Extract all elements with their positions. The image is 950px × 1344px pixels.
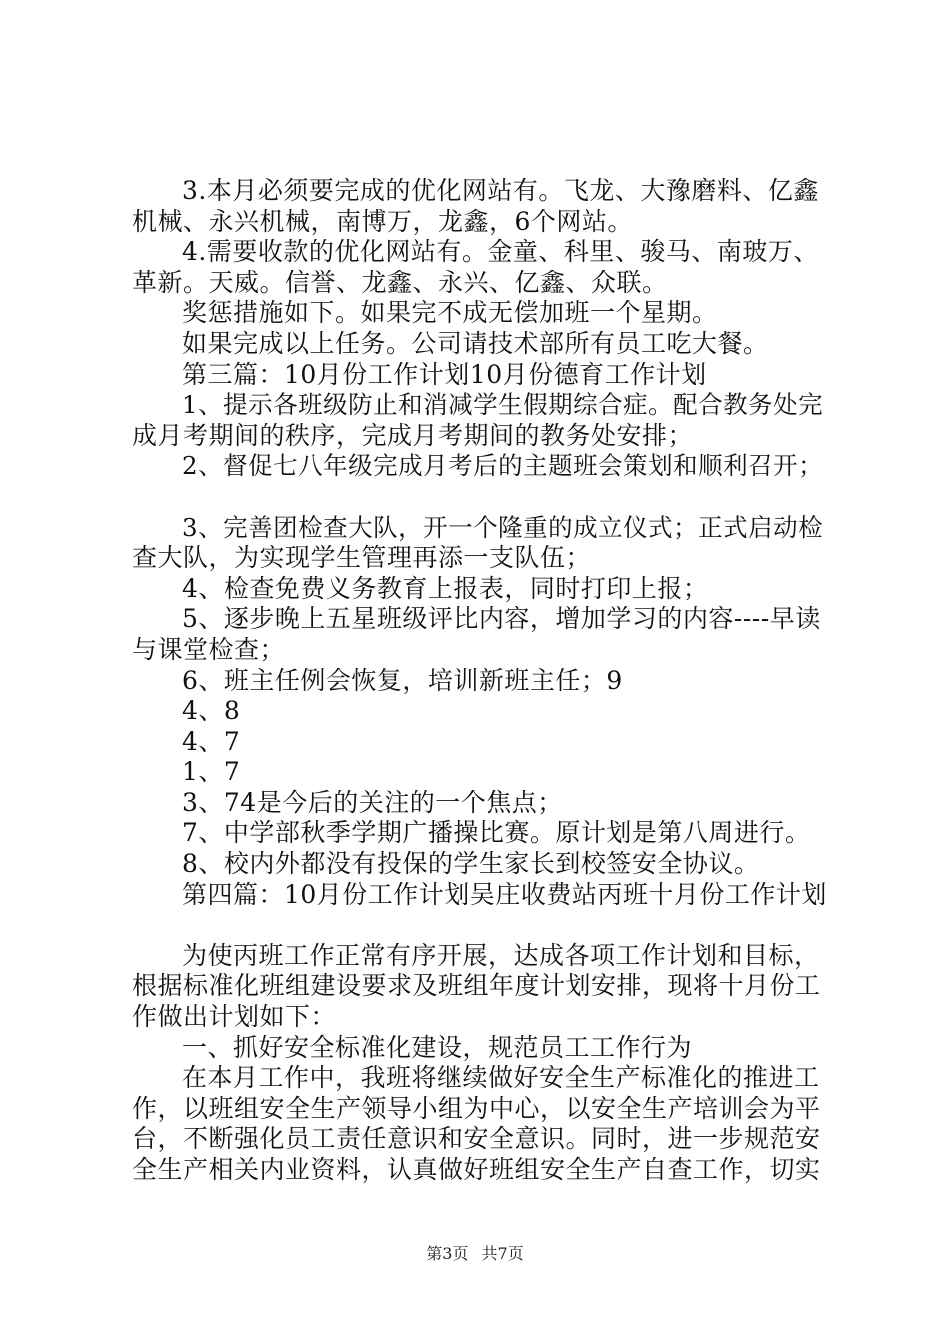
- document-body: [132, 176, 832, 1186]
- page-total: 共7页: [481, 1244, 524, 1263]
- text-line: 7、中学部秋季学期广播操比赛。原计划是第八周进行。: [182, 818, 811, 848]
- text-line: 2、督促七八年级完成月考后的主题班会策划和顺利召开；: [182, 451, 824, 481]
- text-line: 作做出计划如下：: [132, 1002, 337, 1032]
- page-footer: [0, 1244, 950, 1264]
- text-line: 奖惩措施如下。如果完不成无偿加班一个星期。: [182, 298, 718, 328]
- text-line: 如果完成以上任务。公司请技术部所有员工吃大餐。: [182, 328, 769, 358]
- text-line: 1、7: [182, 757, 241, 787]
- text-line: 与课堂检查；: [132, 634, 286, 664]
- page-number: 第3页: [426, 1244, 469, 1263]
- text-line: 5、逐步晚上五星班级评比内容，增加学习的内容----早读: [182, 604, 821, 634]
- text-line: 4.需要收款的优化网站有。金童、科里、骏马、南玻万、: [182, 237, 819, 267]
- text-line: 8、校内外都没有投保的学生家长到校签安全协议。: [182, 849, 760, 879]
- text-line: 台，不断强化员工责任意识和安全意识。同时，进一步规范安: [132, 1124, 821, 1154]
- text-line: 6、班主任例会恢复，培训新班主任；9: [182, 665, 623, 695]
- text-line: 作，以班组安全生产领导小组为中心，以安全生产培训会为平: [132, 1093, 821, 1123]
- text-line: 4、检查免费义务教育上报表，同时打印上报；: [182, 573, 709, 603]
- text-line: 革新。天威。信誉、龙鑫、永兴、亿鑫、众联。: [132, 267, 668, 297]
- text-line: 第三篇：10月份工作计划10月份德育工作计划: [182, 359, 707, 389]
- text-line: 3、完善团检查大队，开一个隆重的成立仪式；正式启动检: [182, 512, 824, 542]
- text-line: 4、7: [182, 726, 241, 756]
- text-line: 查大队，为实现学生管理再添一支队伍；: [132, 543, 592, 573]
- text-line: 机械、永兴机械，南博万，龙鑫，6个网站。: [132, 206, 633, 236]
- text-line: 3、74是今后的关注的一个焦点；: [182, 787, 563, 817]
- blank-line: [132, 910, 832, 941]
- text-line: 全生产相关内业资料，认真做好班组安全生产自查工作，切实: [132, 1155, 821, 1184]
- blank-line: [132, 482, 832, 513]
- text-line: 在本月工作中，我班将继续做好安全生产标准化的推进工: [182, 1063, 820, 1093]
- text-line: 4、8: [182, 696, 241, 726]
- text-line: 成月考期间的秩序，完成月考期间的教务处安排；: [132, 420, 694, 450]
- text-line: 根据标准化班组建设要求及班组年度计划安排，现将十月份工: [132, 971, 821, 1001]
- text-line: 一、抓好安全标准化建设，规范员工工作行为: [182, 1032, 693, 1062]
- text-line: 第四篇：10月份工作计划吴庄收费站丙班十月份工作计划: [182, 879, 827, 909]
- text-line: 为使丙班工作正常有序开展，达成各项工作计划和目标，: [182, 940, 820, 970]
- text-line: 1、提示各班级防止和消减学生假期综合症。配合教务处完: [182, 390, 824, 420]
- text-line: 3.本月必须要完成的优化网站有。飞龙、大豫磨料、亿鑫: [182, 176, 819, 205]
